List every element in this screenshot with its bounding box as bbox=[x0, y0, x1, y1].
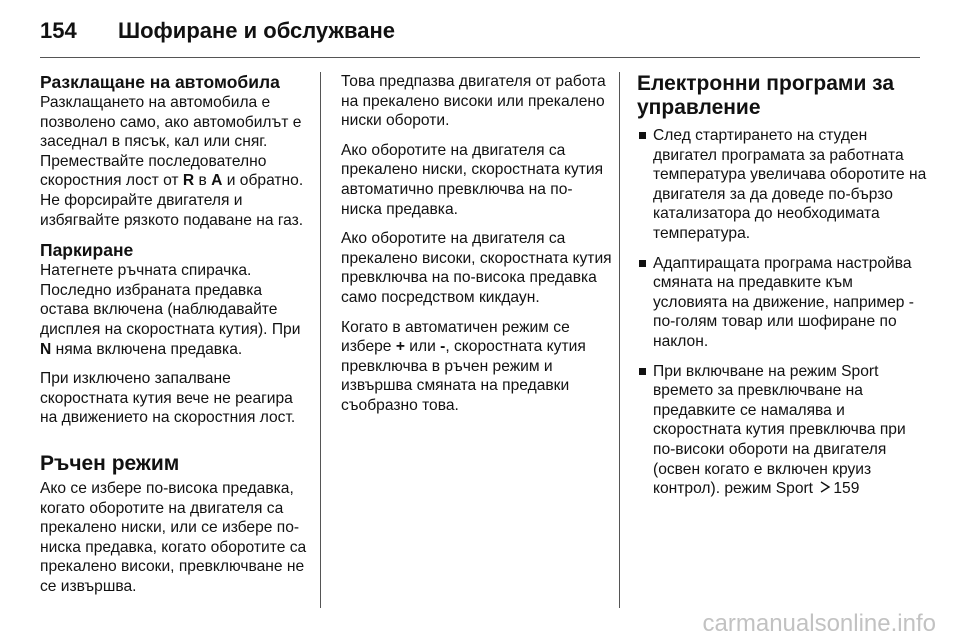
gear-a-symbol: A bbox=[211, 172, 223, 190]
text: Натегнете ръчната спирачка. Последно избраната предавка остава включена (наблюдавайте дисплея на скоростната кутия). При bbox=[40, 262, 301, 338]
text: или bbox=[409, 338, 436, 356]
paragraph-high-rpm: Ако оборотите на двигателя са прекалено високи, скоростната кутия превключва на по-висока предавка само посредством кикдаун. bbox=[341, 230, 612, 306]
list-item-text: Адаптиращата програма настройва смяната на предавките към условията на движение, например - по-голям товар или шофиране по наклон. bbox=[653, 254, 914, 350]
gear-n-symbol: N bbox=[40, 340, 52, 358]
paragraph-manual-mode: Ако се избере по-висока предавка, когато оборотите на двигателя са прекалено ниски, или се избере по-ниска предавка, когато оборотите са прекалено високи, превключване не се извършва. bbox=[40, 479, 307, 595]
page-title: Шофиране и обслужване bbox=[118, 18, 396, 43]
section-title-manual-mode: Ръчен режим bbox=[40, 451, 180, 475]
column-divider-1 bbox=[320, 72, 321, 608]
list-item-text: След стартирането на студен двигател програмата за работната температура увеличава оборотите на двигателя за да доведе по-бързо катализатора до необходимата температура. bbox=[653, 127, 927, 242]
paragraph-rocking bbox=[40, 93, 312, 230]
text: , скоростната кутия превключва в ръчен режим и извършва смяната на предавки съобразно това. bbox=[341, 338, 586, 414]
column-divider-2 bbox=[619, 72, 620, 608]
column-2 bbox=[341, 72, 613, 426]
list-item-text: При включване на режим Sport времето за превключване на предавките се намалява и скоростната кутия превключва при по-високи обороти на двигателя (освен когато е включен круиз контрол). режим Sport bbox=[653, 362, 906, 498]
paragraph-plus-minus bbox=[341, 318, 613, 416]
plus-symbol: + bbox=[395, 338, 405, 356]
paragraph-protection: Това предпазва двигателя от работа на прекалено високи или прекалено ниски обороти. bbox=[341, 73, 606, 130]
text: и обратно. Не форсирайте двигателя и избягвайте рязкото подаване на газ. bbox=[40, 172, 304, 229]
program-list bbox=[637, 126, 927, 499]
paragraph-ignition-off: При изключено запалване скоростната кутия вече не реагира на движението на скоростния лост. bbox=[40, 370, 296, 427]
section-title-parking: Паркиране bbox=[40, 240, 134, 261]
column-3 bbox=[637, 72, 927, 509]
text: Когато в автоматичен режим се избере bbox=[341, 318, 570, 356]
minus-symbol: - bbox=[440, 338, 446, 356]
gear-r-symbol: R bbox=[182, 172, 195, 190]
page-header bbox=[0, 0, 960, 60]
paragraph-low-rpm: Ако оборотите на двигателя са прекалено ниски, скоростната кутия автоматично превключва на по-ниска предавка. bbox=[341, 141, 604, 218]
paragraph-parking bbox=[40, 261, 312, 359]
page-number: 154 bbox=[40, 18, 77, 43]
header-divider bbox=[40, 57, 920, 58]
section-title-rocking: Разклащане на автомобила bbox=[40, 72, 280, 92]
bullet-square-icon bbox=[639, 132, 646, 139]
list-item bbox=[637, 126, 927, 244]
watermark: carmanualsonline.info bbox=[702, 610, 936, 637]
bullet-square-icon bbox=[639, 368, 646, 375]
text: няма включена предавка. bbox=[55, 340, 243, 358]
list-item bbox=[637, 254, 927, 352]
section-title-electronic-programs: Електронни програми за управление bbox=[637, 72, 895, 119]
text: в bbox=[198, 172, 207, 190]
column-1 bbox=[40, 72, 312, 596]
cross-reference-page[interactable]: 159 bbox=[833, 480, 860, 498]
bullet-square-icon bbox=[639, 260, 646, 267]
cross-reference-arrow-icon[interactable] bbox=[819, 479, 831, 499]
list-item bbox=[637, 362, 927, 499]
text: Разклащането на автомобила е позволено само, ако автомобилът е заседнал в пясък, кал или сняг. Премествайте последователно скоростния лост от bbox=[40, 94, 302, 190]
